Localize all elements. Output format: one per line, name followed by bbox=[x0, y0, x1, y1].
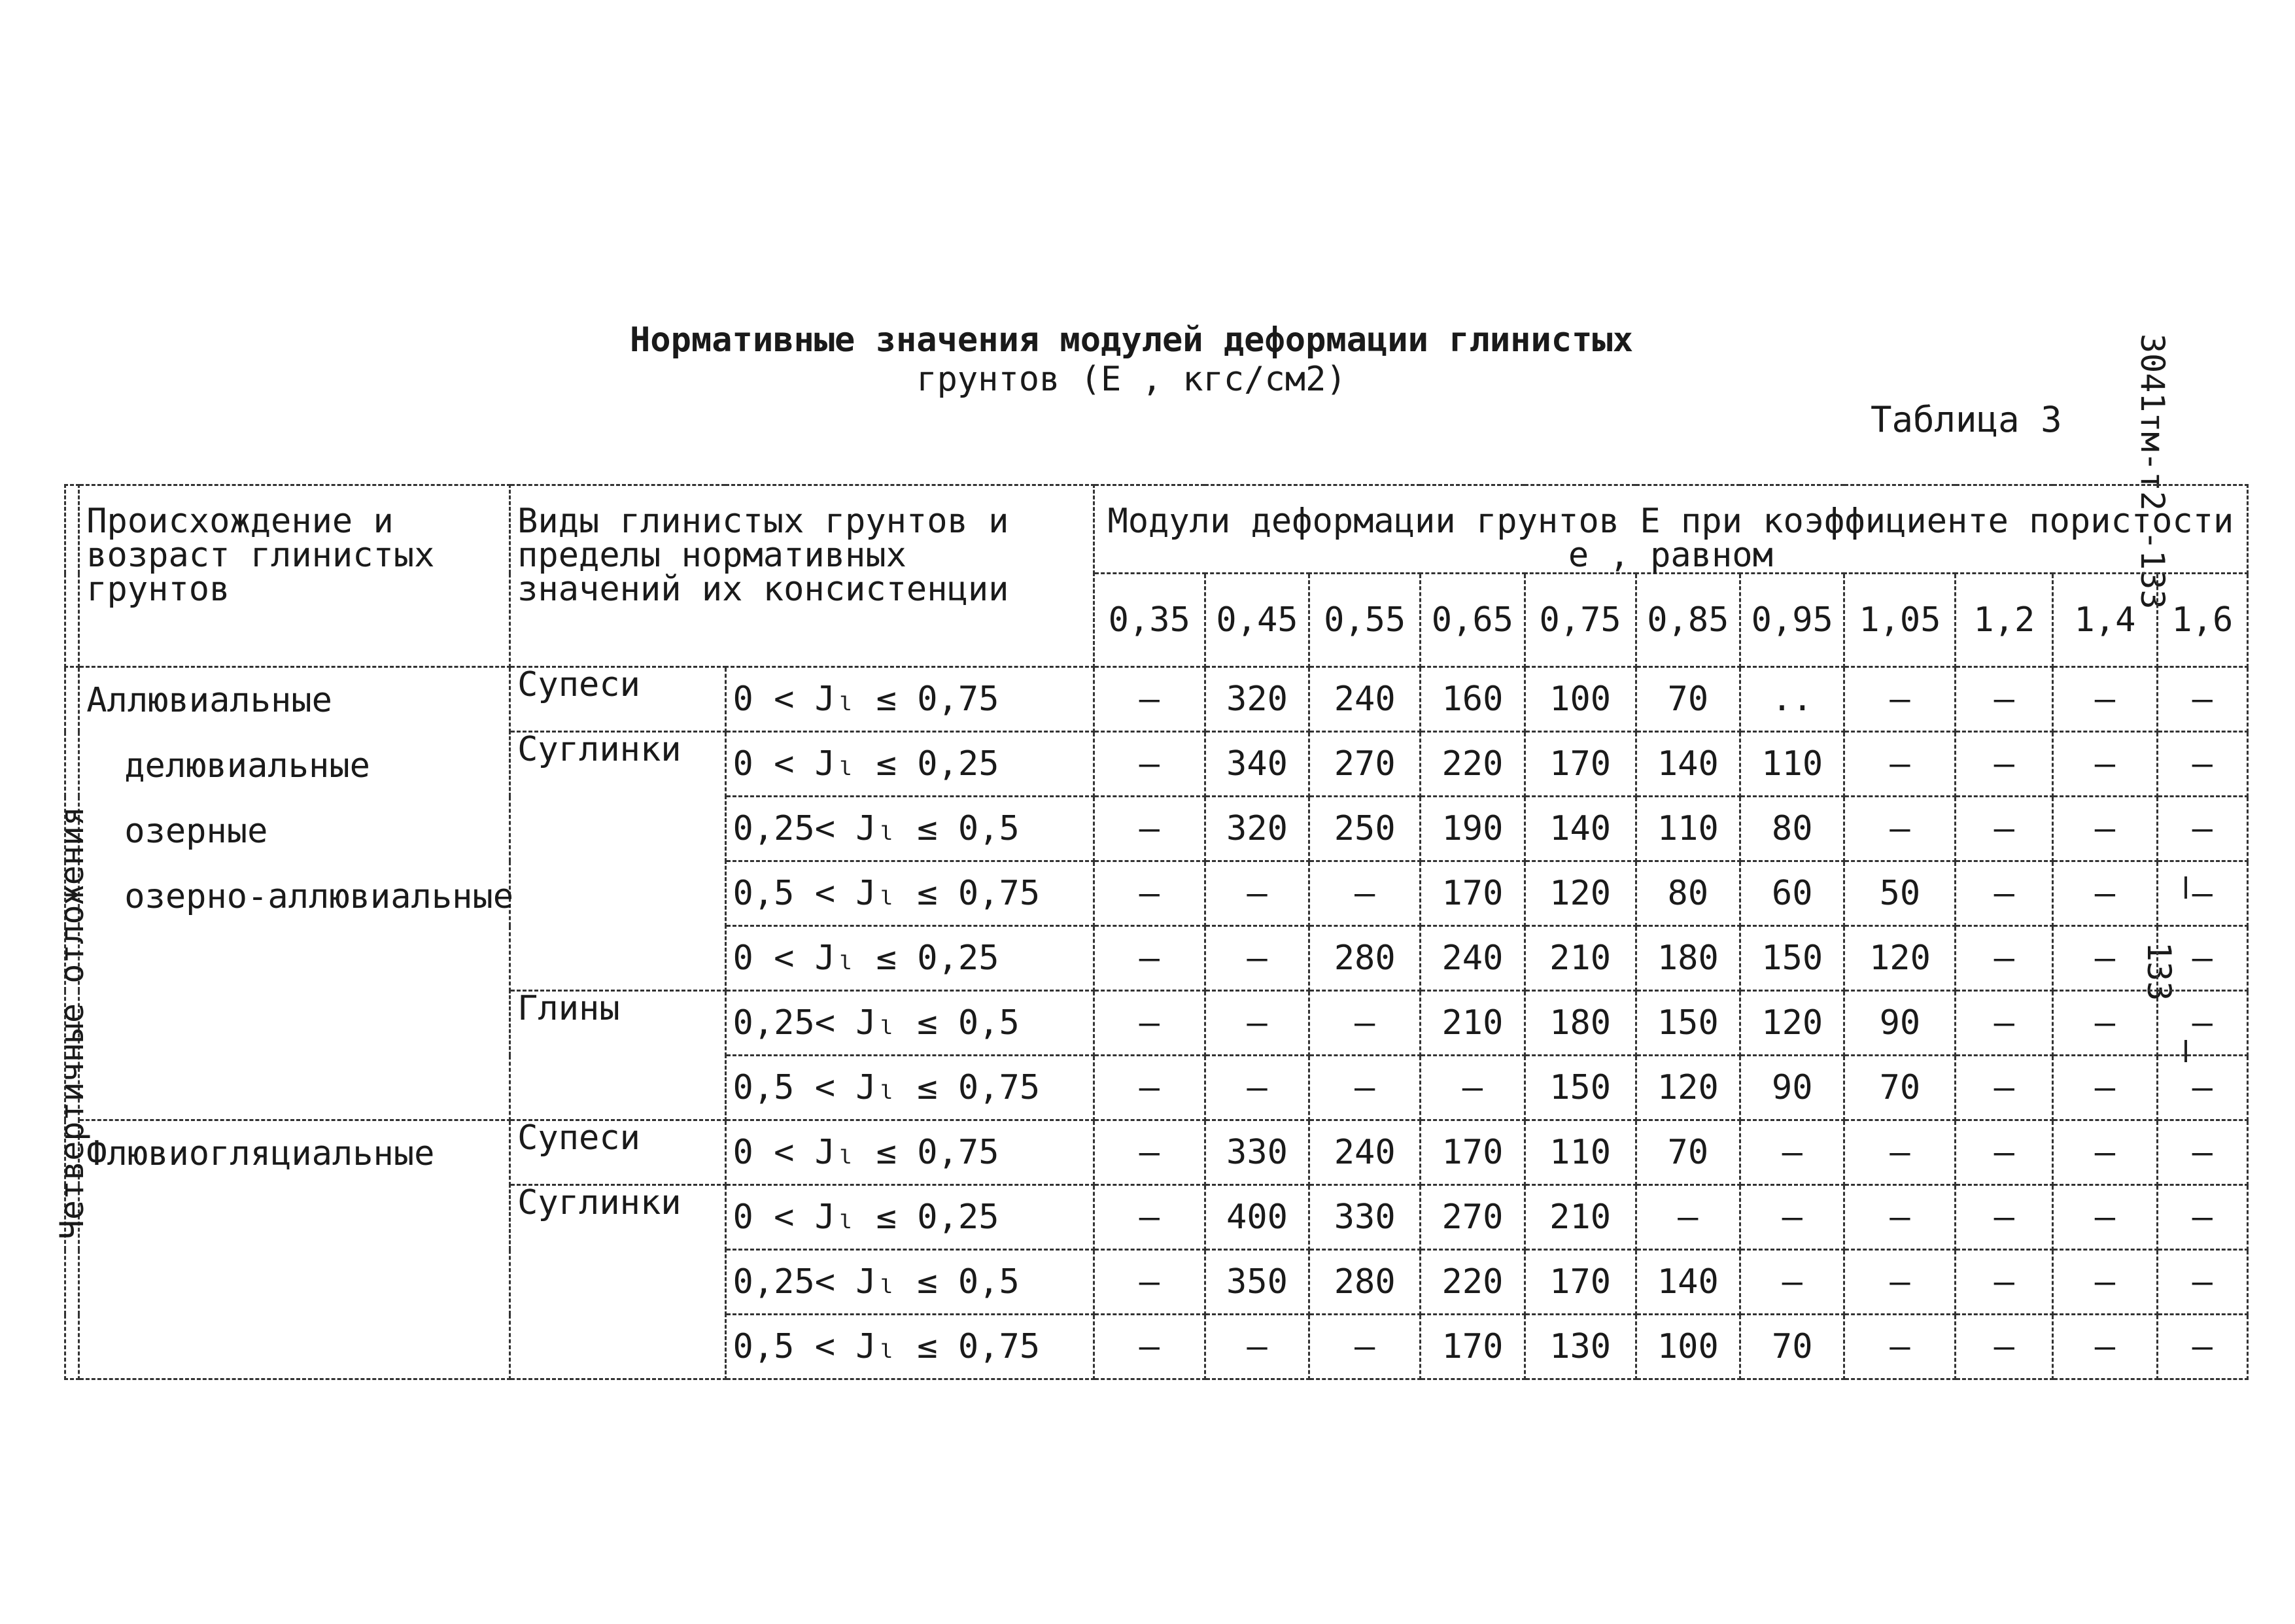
modulus-value-cell: 90 bbox=[1844, 991, 1956, 1056]
modulus-value-cell: 210 bbox=[1525, 1185, 1636, 1250]
consistency-cell: 0,5 < Jₗ ≤ 0,75 bbox=[725, 1315, 1094, 1379]
modulus-value-cell: – bbox=[1844, 1120, 1956, 1185]
modulus-value-cell: – bbox=[2157, 1056, 2247, 1120]
modulus-value-cell: – bbox=[2157, 1250, 2247, 1315]
header-origin: Происхождение и возраст глинистых грунтов bbox=[79, 485, 510, 667]
modulus-value-cell: – bbox=[2157, 861, 2247, 926]
origin-line: озерные bbox=[124, 812, 268, 851]
modulus-value-cell: – bbox=[2053, 1250, 2157, 1315]
modulus-value-cell: 70 bbox=[1636, 1120, 1740, 1185]
blank-corner bbox=[65, 485, 79, 667]
modulus-value-cell: 110 bbox=[1740, 732, 1844, 797]
origin-line: озерно-аллювиальные bbox=[124, 877, 514, 916]
modulus-value-cell: 80 bbox=[1636, 861, 1740, 926]
modulus-value-cell: – bbox=[2053, 1185, 2157, 1250]
table-row bbox=[65, 667, 2248, 732]
modulus-value-cell: – bbox=[2053, 797, 2157, 861]
modulus-value-cell: 180 bbox=[1525, 991, 1636, 1056]
modulus-value-cell: 60 bbox=[1740, 861, 1844, 926]
consistency-cell: 0,5 < Jₗ ≤ 0,75 bbox=[725, 861, 1094, 926]
modulus-value-cell: – bbox=[1844, 1250, 1956, 1315]
modulus-value-cell: 100 bbox=[1525, 667, 1636, 732]
modulus-value-cell: 130 bbox=[1525, 1315, 1636, 1379]
modulus-value-cell: – bbox=[1844, 667, 1956, 732]
modulus-value-cell: 100 bbox=[1636, 1315, 1740, 1379]
modulus-value-cell: – bbox=[2053, 926, 2157, 991]
document-code: 3041тм-т2 -133 bbox=[2133, 334, 2171, 610]
modulus-value-cell: 320 bbox=[1205, 667, 1309, 732]
consistency-cell: 0 < Jₗ ≤ 0,25 bbox=[725, 732, 1094, 797]
modulus-value-cell: 110 bbox=[1525, 1120, 1636, 1185]
modulus-value-cell: – bbox=[1956, 1056, 2053, 1120]
modulus-value-cell: 140 bbox=[1636, 732, 1740, 797]
modulus-value-cell: 180 bbox=[1636, 926, 1740, 991]
modulus-value-cell: – bbox=[1956, 1315, 2053, 1379]
modulus-value-cell: – bbox=[1309, 1315, 1421, 1379]
modulus-value-cell: – bbox=[2053, 991, 2157, 1056]
modulus-value-cell: 330 bbox=[1309, 1185, 1421, 1250]
modulus-value-cell: – bbox=[1956, 732, 2053, 797]
modulus-value-cell: – bbox=[1740, 1185, 1844, 1250]
modulus-value-cell: – bbox=[2157, 667, 2247, 732]
table-row bbox=[65, 1120, 2248, 1185]
modulus-value-cell: – bbox=[1956, 991, 2053, 1056]
modulus-value-cell: – bbox=[1421, 1056, 1525, 1120]
modulus-value-cell: – bbox=[1205, 1315, 1309, 1379]
modulus-value-cell: 320 bbox=[1205, 797, 1309, 861]
consistency-cell: 0,5 < Jₗ ≤ 0,75 bbox=[725, 1056, 1094, 1120]
origin-line: Аллювиальные bbox=[86, 681, 332, 720]
modulus-value-cell: 330 bbox=[1205, 1120, 1309, 1185]
modulus-value-cell: 70 bbox=[1740, 1315, 1844, 1379]
modulus-value-cell: – bbox=[2157, 926, 2247, 991]
modulus-value-cell: 110 bbox=[1636, 797, 1740, 861]
modulus-value-cell: – bbox=[1205, 861, 1309, 926]
modulus-value-cell: – bbox=[1094, 667, 1205, 732]
modulus-value-cell: – bbox=[1094, 732, 1205, 797]
modulus-value-cell: – bbox=[1094, 1120, 1205, 1185]
modulus-value-cell: – bbox=[1094, 861, 1205, 926]
modulus-value-cell: – bbox=[1740, 1120, 1844, 1185]
modulus-value-cell: – bbox=[1956, 1120, 2053, 1185]
modulus-value-cell: .. bbox=[1740, 667, 1844, 732]
modulus-value-cell: 150 bbox=[1740, 926, 1844, 991]
quaternary-label-cell bbox=[53, 667, 92, 1379]
modulus-table bbox=[53, 484, 2249, 1380]
modulus-value-cell: – bbox=[1956, 1250, 2053, 1315]
origin-line: Флювиогляциальные bbox=[86, 1134, 435, 1173]
modulus-value-cell: 340 bbox=[1205, 732, 1309, 797]
modulus-value-cell: – bbox=[1740, 1250, 1844, 1315]
modulus-value-cell: – bbox=[1844, 1185, 1956, 1250]
modulus-value-cell: 170 bbox=[1525, 1250, 1636, 1315]
modulus-value-cell: 220 bbox=[1421, 1250, 1525, 1315]
modulus-value-cell: – bbox=[2157, 797, 2247, 861]
modulus-value-cell: – bbox=[1094, 926, 1205, 991]
header-modulus: Модули деформации грунтов E при коэффициенте пористости e , равном bbox=[1094, 485, 2247, 574]
porosity-header-cell: 1,2 bbox=[1956, 574, 2053, 667]
title-line-1: Нормативные значения модулей деформации глинистых bbox=[629, 320, 1634, 360]
modulus-value-cell: 170 bbox=[1421, 861, 1525, 926]
porosity-header-cell: 0,85 bbox=[1636, 574, 1740, 667]
modulus-value-cell: – bbox=[2053, 732, 2157, 797]
title-line-2: грунтов (E , кгс/см2) bbox=[916, 360, 1347, 399]
modulus-value-cell: – bbox=[2157, 991, 2247, 1056]
consistency-cell: 0,25< Jₗ ≤ 0,5 bbox=[725, 991, 1094, 1056]
modulus-value-cell: 120 bbox=[1740, 991, 1844, 1056]
origin-cell bbox=[79, 1120, 510, 1379]
modulus-value-cell: – bbox=[1094, 1250, 1205, 1315]
modulus-value-cell: – bbox=[1094, 797, 1205, 861]
origin-cell bbox=[79, 667, 514, 1120]
modulus-value-cell: – bbox=[1094, 1315, 1205, 1379]
page-number: 133 bbox=[2140, 942, 2178, 1001]
modulus-value-cell: – bbox=[1309, 991, 1421, 1056]
porosity-header-cell: 1,6 bbox=[2157, 574, 2247, 667]
modulus-value-cell: – bbox=[1094, 991, 1205, 1056]
modulus-value-cell: – bbox=[1636, 1185, 1740, 1250]
modulus-value-cell: – bbox=[1956, 1185, 2053, 1250]
modulus-value-cell: 170 bbox=[1421, 1315, 1525, 1379]
modulus-value-cell: – bbox=[2053, 1120, 2157, 1185]
modulus-value-cell: – bbox=[1956, 926, 2053, 991]
modulus-value-cell: – bbox=[1844, 797, 1956, 861]
consistency-cell: 0 < Jₗ ≤ 0,25 bbox=[725, 1185, 1094, 1250]
modulus-value-cell: 270 bbox=[1309, 732, 1421, 797]
modulus-value-cell: 120 bbox=[1636, 1056, 1740, 1120]
modulus-value-cell: – bbox=[1956, 797, 2053, 861]
modulus-value-cell: 240 bbox=[1421, 926, 1525, 991]
modulus-value-cell: – bbox=[1205, 926, 1309, 991]
document-title bbox=[576, 320, 1687, 399]
modulus-value-cell: – bbox=[1309, 1056, 1421, 1120]
soil-kind-cell: Суглинки bbox=[510, 732, 725, 991]
header-kinds: Виды глинистых грунтов и пределы нормативных значений их консистенции bbox=[510, 485, 1094, 667]
consistency-cell: 0,25< Jₗ ≤ 0,5 bbox=[725, 1250, 1094, 1315]
modulus-value-cell: 90 bbox=[1740, 1056, 1844, 1120]
modulus-value-cell: – bbox=[2053, 861, 2157, 926]
consistency-cell: 0 < Jₗ ≤ 0,75 bbox=[725, 1120, 1094, 1185]
modulus-value-cell: – bbox=[2157, 1120, 2247, 1185]
modulus-value-cell: 70 bbox=[1844, 1056, 1956, 1120]
porosity-header-cell: 0,45 bbox=[1205, 574, 1309, 667]
modulus-value-cell: – bbox=[2157, 1315, 2247, 1379]
porosity-header-cell: 0,35 bbox=[1094, 574, 1205, 667]
origin-line: делювиальные bbox=[124, 746, 370, 786]
quaternary-label: Четвертичные отложения bbox=[53, 806, 92, 1240]
soil-kind-cell: Супеси bbox=[510, 667, 725, 732]
soil-kind-cell: Суглинки bbox=[510, 1185, 725, 1379]
modulus-value-cell: – bbox=[1094, 1185, 1205, 1250]
modulus-value-cell: 220 bbox=[1421, 732, 1525, 797]
modulus-value-cell: 140 bbox=[1636, 1250, 1740, 1315]
modulus-value-cell: 400 bbox=[1205, 1185, 1309, 1250]
modulus-value-cell: 140 bbox=[1525, 797, 1636, 861]
modulus-value-cell: 270 bbox=[1421, 1185, 1525, 1250]
modulus-value-cell: – bbox=[2053, 667, 2157, 732]
modulus-value-cell: 190 bbox=[1421, 797, 1525, 861]
modulus-value-cell: – bbox=[2053, 1056, 2157, 1120]
table-label: Таблица 3 bbox=[1871, 399, 2062, 440]
modulus-value-cell: 70 bbox=[1636, 667, 1740, 732]
modulus-value-cell: 150 bbox=[1636, 991, 1740, 1056]
modulus-value-cell: – bbox=[1844, 1315, 1956, 1379]
soil-kind-cell: Супеси bbox=[510, 1120, 725, 1185]
modulus-value-cell: 240 bbox=[1309, 667, 1421, 732]
modulus-value-cell: 350 bbox=[1205, 1250, 1309, 1315]
consistency-cell: 0 < Jₗ ≤ 0,75 bbox=[725, 667, 1094, 732]
modulus-value-cell: 210 bbox=[1421, 991, 1525, 1056]
modulus-value-cell: – bbox=[1205, 991, 1309, 1056]
modulus-value-cell: 80 bbox=[1740, 797, 1844, 861]
porosity-header-cell: 1,05 bbox=[1844, 574, 1956, 667]
modulus-value-cell: – bbox=[1309, 861, 1421, 926]
modulus-value-cell: – bbox=[1844, 732, 1956, 797]
soil-kind-cell: Глины bbox=[510, 991, 725, 1120]
modulus-value-cell: 150 bbox=[1525, 1056, 1636, 1120]
consistency-cell: 0 < Jₗ ≤ 0,25 bbox=[725, 926, 1094, 991]
porosity-header-cell: 0,55 bbox=[1309, 574, 1421, 667]
modulus-value-cell: 240 bbox=[1309, 1120, 1421, 1185]
modulus-value-cell: 210 bbox=[1525, 926, 1636, 991]
modulus-value-cell: 250 bbox=[1309, 797, 1421, 861]
modulus-value-cell: 50 bbox=[1844, 861, 1956, 926]
modulus-value-cell: 170 bbox=[1421, 1120, 1525, 1185]
modulus-value-cell: – bbox=[1956, 861, 2053, 926]
porosity-header-cell: 0,95 bbox=[1740, 574, 1844, 667]
modulus-value-cell: – bbox=[1094, 1056, 1205, 1120]
porosity-header-cell: 1,4 bbox=[2053, 574, 2157, 667]
modulus-value-cell: – bbox=[1205, 1056, 1309, 1120]
porosity-header-cell: 0,65 bbox=[1421, 574, 1525, 667]
modulus-value-cell: 170 bbox=[1525, 732, 1636, 797]
modulus-value-cell: 280 bbox=[1309, 926, 1421, 991]
modulus-value-cell: 160 bbox=[1421, 667, 1525, 732]
consistency-cell: 0,25< Jₗ ≤ 0,5 bbox=[725, 797, 1094, 861]
modulus-value-cell: 280 bbox=[1309, 1250, 1421, 1315]
modulus-value-cell: – bbox=[1956, 667, 2053, 732]
modulus-value-cell: 120 bbox=[1525, 861, 1636, 926]
modulus-value-cell: – bbox=[2157, 732, 2247, 797]
modulus-value-cell: – bbox=[2157, 1185, 2247, 1250]
porosity-header-cell: 0,75 bbox=[1525, 574, 1636, 667]
modulus-value-cell: 120 bbox=[1844, 926, 1956, 991]
modulus-value-cell: – bbox=[2053, 1315, 2157, 1379]
